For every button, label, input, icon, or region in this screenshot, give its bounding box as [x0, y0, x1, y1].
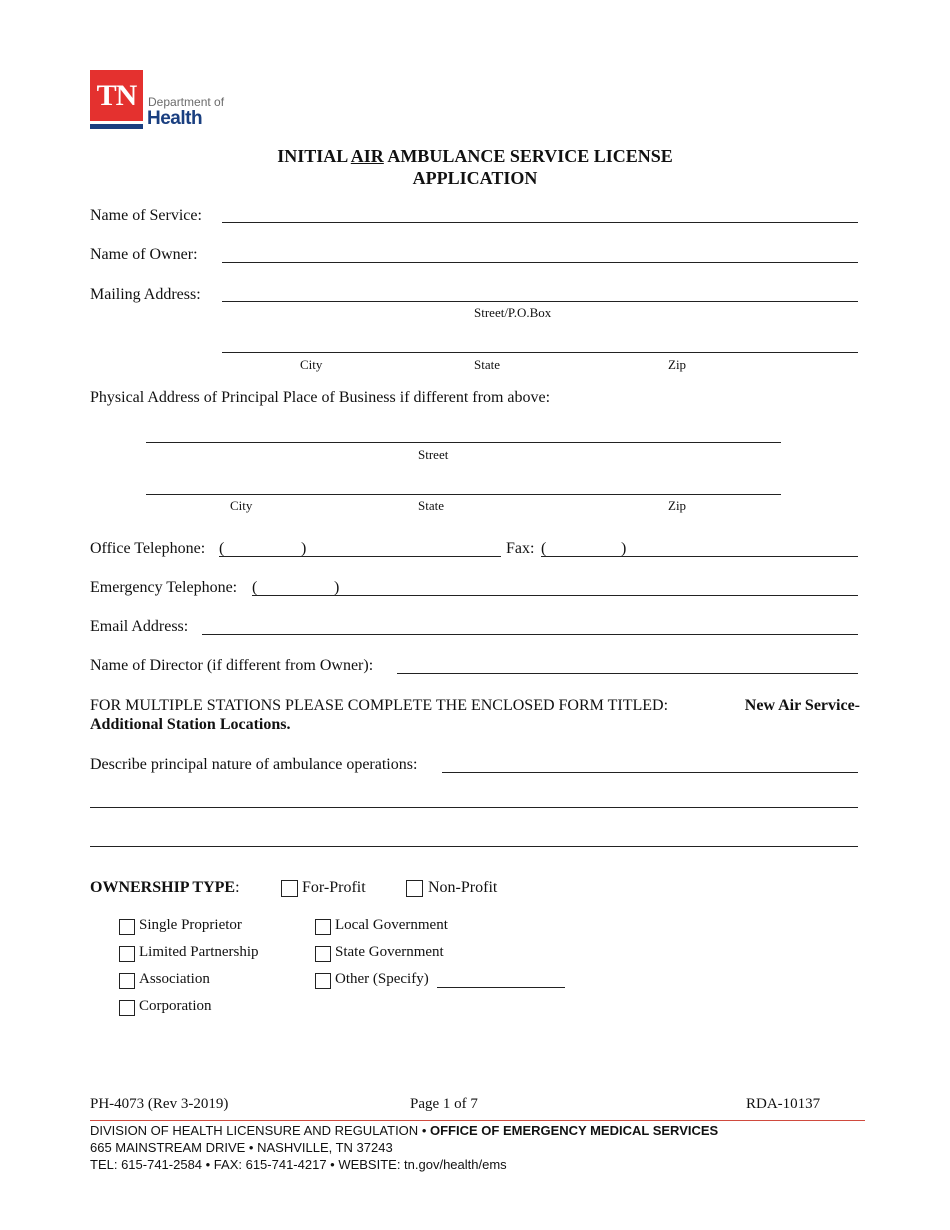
describe-operations-label: Describe principal nature of ambulance operations:	[90, 756, 418, 773]
mailing-street-field[interactable]	[222, 301, 858, 302]
emergency-telephone-label: Emergency Telephone:	[90, 579, 238, 596]
for-profit-label: For-Profit	[302, 879, 366, 896]
ownership-type-heading	[90, 879, 240, 897]
state-government-checkbox[interactable]	[315, 946, 331, 962]
street-caption: Street	[418, 447, 449, 462]
physical-city-state-zip-field[interactable]	[146, 494, 781, 495]
logo-department-text: Department of	[148, 95, 225, 109]
multiple-stations-text: FOR MULTIPLE STATIONS PLEASE COMPLETE THE ENCLOSED FORM TITLED:	[90, 697, 669, 714]
title-air: AIR	[350, 146, 384, 166]
rda-number: RDA-10137	[746, 1096, 821, 1112]
corporation-checkbox[interactable]	[119, 1000, 135, 1016]
emergency-area-code-close: )	[334, 579, 340, 596]
association-checkbox[interactable]	[119, 973, 135, 989]
non-profit-checkbox[interactable]	[406, 880, 423, 897]
logo-health-text: Health	[147, 108, 203, 129]
multiple-stations-note	[90, 697, 860, 715]
page-number: Page 1 of 7	[410, 1096, 478, 1112]
footer-division: DIVISION OF HEALTH LICENSURE AND REGULATION	[90, 1123, 419, 1138]
describe-operations-field-2[interactable]	[90, 807, 858, 808]
state-government-label: State Government	[335, 944, 444, 960]
footer-contact: TEL: 615-741-2584 • FAX: 615-741-4217 • WEBSITE: tn.gov/health/ems	[90, 1157, 507, 1172]
footer-division-line	[90, 1123, 718, 1138]
fax-area-code-close: )	[621, 540, 627, 557]
state-caption: State	[474, 357, 500, 372]
name-of-owner-label: Name of Owner:	[90, 246, 198, 263]
office-area-code-close: )	[301, 540, 307, 557]
footer-office: OFFICE OF EMERGENCY MEDICAL SERVICES	[430, 1123, 719, 1138]
footer-address: 665 MAINSTREAM DRIVE • NASHVILLE, TN 37243	[90, 1140, 393, 1155]
mailing-city-state-zip-field[interactable]	[222, 352, 858, 353]
local-government-label: Local Government	[335, 917, 448, 933]
association-label: Association	[139, 971, 210, 987]
limited-partnership-checkbox[interactable]	[119, 946, 135, 962]
emergency-area-code-open: (	[252, 579, 258, 596]
logo-red-box	[90, 70, 143, 121]
physical-address-label: Physical Address of Principal Place of Business if different from above:	[90, 389, 551, 406]
document-title-line2: APPLICATION	[412, 168, 538, 188]
fax-label: Fax:	[506, 540, 535, 557]
limited-partnership-label: Limited Partnership	[139, 944, 259, 960]
office-telephone-field[interactable]	[219, 556, 501, 557]
title-part: AMBULANCE SERVICE LICENSE	[383, 146, 673, 166]
single-proprietor-checkbox[interactable]	[119, 919, 135, 935]
title-part: INITIAL	[277, 146, 351, 166]
email-address-field[interactable]	[202, 634, 858, 635]
document-title	[0, 146, 950, 167]
name-of-service-label: Name of Service:	[90, 207, 202, 224]
single-proprietor-label: Single Proprietor	[139, 917, 242, 933]
street-po-box-caption: Street/P.O.Box	[474, 305, 552, 320]
office-telephone-label: Office Telephone:	[90, 540, 206, 557]
ownership-heading-text: OWNERSHIP TYPE	[90, 879, 236, 896]
director-field[interactable]	[397, 673, 858, 674]
emergency-telephone-field[interactable]	[252, 595, 858, 596]
local-government-checkbox[interactable]	[315, 919, 331, 935]
mailing-address-label: Mailing Address:	[90, 286, 201, 303]
multiple-stations-form-name: New Air Service-	[744, 697, 860, 714]
zip-caption: Zip	[668, 357, 687, 372]
footer-divider	[90, 1120, 865, 1121]
other-specify-checkbox[interactable]	[315, 973, 331, 989]
physical-street-field[interactable]	[146, 442, 781, 443]
office-area-code-open: (	[219, 540, 225, 557]
describe-operations-field-1[interactable]	[442, 772, 858, 773]
director-label: Name of Director (if different from Owner):	[90, 657, 374, 674]
physical-city-caption: City	[230, 498, 253, 513]
physical-state-caption: State	[418, 498, 444, 513]
describe-operations-field-3[interactable]	[90, 846, 858, 847]
physical-zip-caption: Zip	[668, 498, 687, 513]
name-of-owner-field[interactable]	[222, 262, 858, 263]
multiple-stations-form-name-cont: Additional Station Locations.	[90, 716, 291, 733]
city-caption: City	[300, 357, 323, 372]
corporation-label: Corporation	[139, 998, 212, 1014]
email-address-label: Email Address:	[90, 618, 189, 635]
form-number: PH-4073 (Rev 3-2019)	[90, 1096, 229, 1112]
fax-area-code-open: (	[541, 540, 547, 557]
other-specify-label: Other (Specify)	[335, 971, 429, 987]
other-specify-field[interactable]	[437, 987, 565, 988]
non-profit-label: Non-Profit	[428, 879, 498, 896]
fax-field[interactable]	[541, 556, 858, 557]
logo-underline	[90, 124, 143, 129]
logo-mark: TN	[96, 79, 137, 112]
ownership-heading-colon: :	[235, 879, 240, 896]
for-profit-checkbox[interactable]	[281, 880, 298, 897]
name-of-service-field[interactable]	[222, 222, 858, 223]
footer-bullet: •	[421, 1123, 427, 1138]
